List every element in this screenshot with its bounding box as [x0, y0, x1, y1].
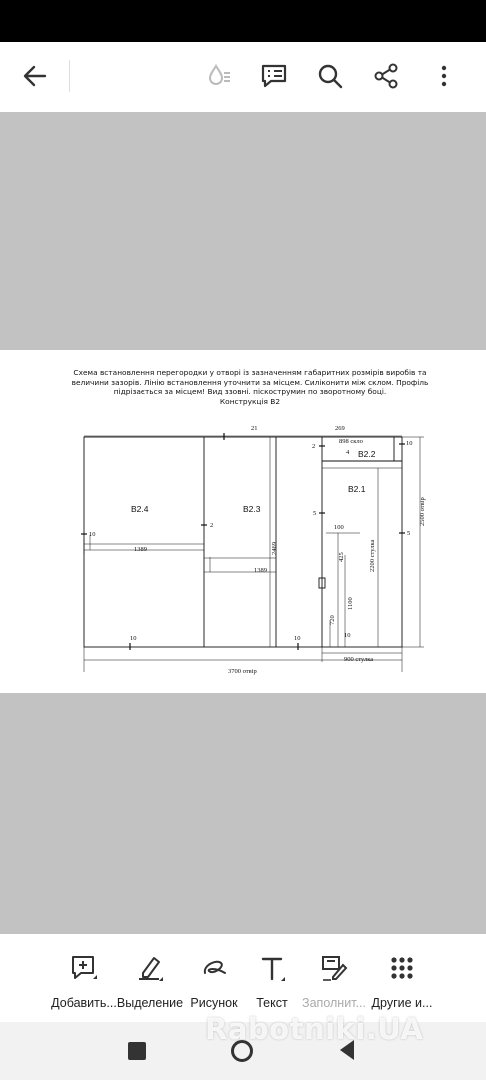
dim-5-left: 5 [313, 510, 317, 517]
ink-drop-icon [204, 62, 232, 90]
dim-2-mid: 2 [210, 522, 214, 529]
dim-720: 720 [329, 615, 336, 625]
dim-100: 100 [334, 524, 344, 531]
partition-drawing [0, 350, 486, 693]
share-icon [373, 63, 399, 89]
search-icon [317, 63, 343, 89]
dim-2-top: 2 [312, 443, 316, 450]
more-options-button[interactable] [422, 54, 466, 98]
comment-list-icon [260, 62, 288, 90]
search-button[interactable] [308, 54, 352, 98]
tool-label-add: Добавить... [51, 996, 117, 1010]
more-tools[interactable] [362, 952, 442, 1014]
desc-line-1: Схема встановлення перегородки у отворі із зазначенням габаритних розмірів виробів та [73, 368, 427, 377]
panel-b22-label: В2.2 [358, 449, 376, 459]
tool-label-draw: Рисунок [190, 996, 238, 1010]
top-toolbar [0, 42, 486, 112]
dim-1389-right: 1389 [254, 567, 267, 574]
back-arrow-icon [22, 63, 48, 89]
grid-apps-icon [387, 953, 417, 983]
tool-label-more: Другие и... [371, 996, 433, 1010]
text-t-icon [257, 953, 287, 983]
dim-1389-left: 1389 [134, 546, 147, 553]
dim-10-top: 10 [406, 440, 413, 447]
dim-900: 900 стулка [344, 656, 374, 663]
pen-squiggle-icon [199, 953, 229, 983]
dim-5-right: 5 [407, 530, 411, 537]
construction-title: Конструкція В2 [219, 396, 281, 406]
dim-898: 898 скло [339, 438, 363, 445]
tool-label-fill: Заполнит... [302, 996, 366, 1010]
dim-2500: 2500 отвір [419, 497, 426, 526]
watermark-text: Rabotniki.UA [205, 1012, 424, 1046]
fill-sign-icon [319, 953, 349, 983]
document-page[interactable] [0, 350, 486, 693]
recents-square-icon[interactable] [128, 1042, 146, 1060]
panel-b23-label: В2.3 [243, 504, 261, 514]
toolbar-divider [69, 60, 70, 92]
dim-10-bottom-mid: 10 [294, 635, 301, 642]
more-vert-icon [440, 64, 448, 88]
dim-10-bottom-left: 10 [130, 635, 137, 642]
comments-button[interactable] [252, 54, 296, 98]
highlighter-icon [135, 953, 165, 983]
share-button[interactable] [364, 54, 408, 98]
dim-1100: 1100 [347, 597, 354, 610]
dim-10-door: 10 [344, 632, 351, 639]
annotation-toolbar [0, 934, 486, 1022]
add-note-icon [69, 953, 99, 983]
dim-425: 425 [338, 552, 345, 562]
desc-line-2: величини зазорів. Лінію встановлення уточнити за місцем. Силіконити між склом. Профіль [71, 377, 429, 387]
desc-line-3: підрізається за місцем! Вид ззовні. піскострумин по зворотному боці. [113, 387, 387, 396]
dim-21: 21 [251, 425, 258, 432]
tool-label-highlight: Выделение [116, 996, 184, 1010]
dim-4: 4 [346, 449, 350, 456]
dim-269: 269 [335, 425, 345, 432]
panel-b24-label: В2.4 [131, 504, 149, 514]
ink-mode-button[interactable] [196, 54, 240, 98]
dim-2200: 2200 стулка [369, 539, 376, 572]
dim-2469: 2469 [271, 542, 278, 555]
status-bar [0, 0, 486, 42]
back-button[interactable] [13, 54, 57, 98]
panel-b21-label: В2.1 [348, 484, 366, 494]
dim-3700: 3700 отвір [228, 668, 257, 675]
tool-label-text: Текст [256, 996, 288, 1010]
dim-10-left: 10 [89, 531, 96, 538]
